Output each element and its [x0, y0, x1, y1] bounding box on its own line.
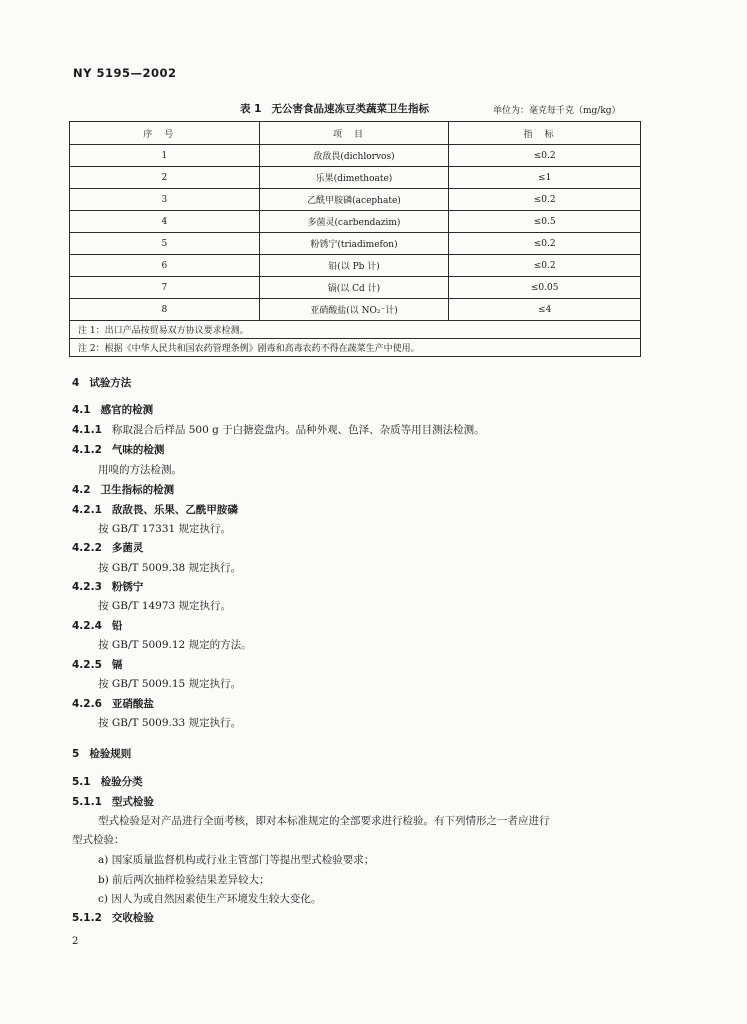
- table-header-row: [70, 122, 641, 145]
- row-limit: ≤0.2: [449, 233, 641, 255]
- row-limit: ≤0.2: [449, 255, 641, 277]
- section-title: 敌敌畏、乐果、乙酰甲胺磷: [111, 504, 238, 516]
- row-no: 5: [70, 233, 260, 255]
- column-header-item: 项目: [259, 122, 449, 145]
- section-title: 检验规则: [89, 748, 132, 760]
- section-title: 感官的检测: [100, 404, 154, 416]
- row-item: 镉(以 Cd 计): [259, 277, 449, 299]
- table-row: [70, 145, 641, 167]
- row-no: 6: [70, 255, 260, 277]
- section-title: 交收检验: [111, 912, 154, 924]
- section-5-1-2-heading: [72, 910, 154, 925]
- section-4-1-2-heading: [72, 442, 164, 457]
- row-limit: ≤0.05: [449, 277, 641, 299]
- list-item: b) 前后两次抽样检验结果差异较大；: [98, 874, 270, 886]
- row-item: 亚硝酸盐(以 NO₂⁻计): [259, 299, 449, 321]
- table-unit: 单位为：毫克每千克（mg/kg）: [493, 106, 621, 116]
- section-4-2-4-heading: [72, 618, 122, 633]
- section-4-2-1-heading: [72, 502, 238, 517]
- section-title: 卫生指标的检测: [100, 484, 175, 496]
- table-row: [70, 277, 641, 299]
- hygiene-indicator-table: [69, 121, 641, 357]
- section-title: 铅: [111, 620, 123, 632]
- section-4-2-6-text: 按 GB/T 5009.33 规定执行。: [98, 717, 242, 729]
- page-number: 2: [72, 936, 79, 947]
- row-no: 7: [70, 277, 260, 299]
- section-title: 试验方法: [89, 377, 132, 389]
- row-no: 2: [70, 167, 260, 189]
- section-4-2-3-text: 按 GB/T 14973 规定执行。: [98, 600, 232, 612]
- section-number: 4: [72, 377, 80, 389]
- section-4-2-6-heading: [72, 696, 154, 711]
- table-row: [70, 299, 641, 321]
- row-limit: ≤0.5: [449, 211, 641, 233]
- row-item: 铅(以 Pb 计): [259, 255, 449, 277]
- table-caption: [240, 101, 429, 116]
- row-item: 粉锈宁(triadimefon): [259, 233, 449, 255]
- section-number: 4.2: [72, 484, 91, 496]
- table-row: [70, 255, 641, 277]
- section-number: 4.2.2: [72, 542, 102, 554]
- section-number: 5.1.1: [72, 796, 102, 808]
- section-number: 4.2.1: [72, 504, 102, 516]
- table-note-1: 注 1：出口产品按贸易双方协议要求检测。: [70, 321, 641, 339]
- section-4-2-5-heading: [72, 657, 122, 672]
- table-row: [70, 233, 641, 255]
- section-number: 4.1.2: [72, 444, 102, 456]
- section-number: 5.1: [72, 776, 91, 788]
- list-item: a) 国家质量监督机构或行业主管部门等提出型式检验要求；: [98, 854, 375, 866]
- table-number: 表 1: [240, 103, 262, 115]
- section-5-1-1-text-line2: 型式检验：: [72, 834, 125, 846]
- section-number: 5.1.2: [72, 912, 102, 924]
- section-4-2-4-text: 按 GB/T 5009.12 规定的方法。: [98, 639, 252, 651]
- table-note-row: [70, 321, 641, 339]
- section-number: 4.2.4: [72, 620, 102, 632]
- section-4-heading: [72, 375, 131, 390]
- section-4-2-2-heading: [72, 540, 143, 555]
- section-title: 粉锈宁: [111, 581, 144, 593]
- section-4-2-heading: [72, 482, 174, 497]
- section-number: 4.2.6: [72, 698, 102, 710]
- row-limit: ≤1: [449, 167, 641, 189]
- column-header-limit: 指标: [449, 122, 641, 145]
- row-item: 乐果(dimethoate): [259, 167, 449, 189]
- section-title: 多菌灵: [111, 542, 144, 554]
- row-no: 8: [70, 299, 260, 321]
- section-4-1-2-text: 用嗅的方法检测。: [98, 464, 182, 476]
- section-5-1-1-heading: [72, 794, 154, 809]
- row-limit: ≤0.2: [449, 189, 641, 211]
- row-limit: ≤0.2: [449, 145, 641, 167]
- section-title: 型式检验: [111, 796, 154, 808]
- column-header-no: 序号: [70, 122, 260, 145]
- row-limit: ≤4: [449, 299, 641, 321]
- row-item: 敌敌畏(dichlorvos): [259, 145, 449, 167]
- table-note-row: [70, 339, 641, 357]
- section-title: 镉: [111, 659, 123, 671]
- table-row: [70, 167, 641, 189]
- section-number: 5: [72, 748, 80, 760]
- table-note-2: 注 2：根据《中华人民共和国农药管理条例》剧毒和高毒农药不得在蔬菜生产中使用。: [70, 339, 641, 357]
- section-number: 4.2.3: [72, 581, 102, 593]
- section-title: 气味的检测: [111, 444, 165, 456]
- section-4-2-2-text: 按 GB/T 5009.38 规定执行。: [98, 562, 242, 574]
- table-title: 无公害食品速冻豆类蔬菜卫生指标: [271, 103, 429, 115]
- row-no: 1: [70, 145, 260, 167]
- section-4-1-1: [72, 422, 485, 437]
- section-4-2-1-text: 按 GB/T 17331 规定执行。: [98, 523, 232, 535]
- table-row: [70, 189, 641, 211]
- row-no: 3: [70, 189, 260, 211]
- list-item: c) 因人为或自然因素使生产环境发生较大变化。: [98, 893, 322, 905]
- section-4-2-3-heading: [72, 579, 143, 594]
- section-text: 称取混合后样品 500 g 于白搪瓷盘内。品种外观、色泽、杂质等用目测法检测。: [111, 424, 485, 436]
- section-title: 亚硝酸盐: [111, 698, 154, 710]
- row-no: 4: [70, 211, 260, 233]
- section-title: 检验分类: [100, 776, 143, 788]
- section-number: 4.2.5: [72, 659, 102, 671]
- section-5-1-1-text-line1: 型式检验是对产品进行全面考核，即对本标准规定的全部要求进行检验。有下列情形之一者应进行: [98, 815, 550, 827]
- section-4-2-5-text: 按 GB/T 5009.15 规定执行。: [98, 678, 242, 690]
- section-number: 4.1.1: [72, 424, 102, 436]
- section-5-heading: [72, 746, 131, 761]
- section-number: 4.1: [72, 404, 91, 416]
- section-5-1-heading: [72, 774, 143, 789]
- standard-number: NY 5195—2002: [73, 66, 177, 80]
- section-4-1-heading: [72, 402, 153, 417]
- row-item: 乙酰甲胺磷(acephate): [259, 189, 449, 211]
- table-row: [70, 211, 641, 233]
- row-item: 多菌灵(carbendazim): [259, 211, 449, 233]
